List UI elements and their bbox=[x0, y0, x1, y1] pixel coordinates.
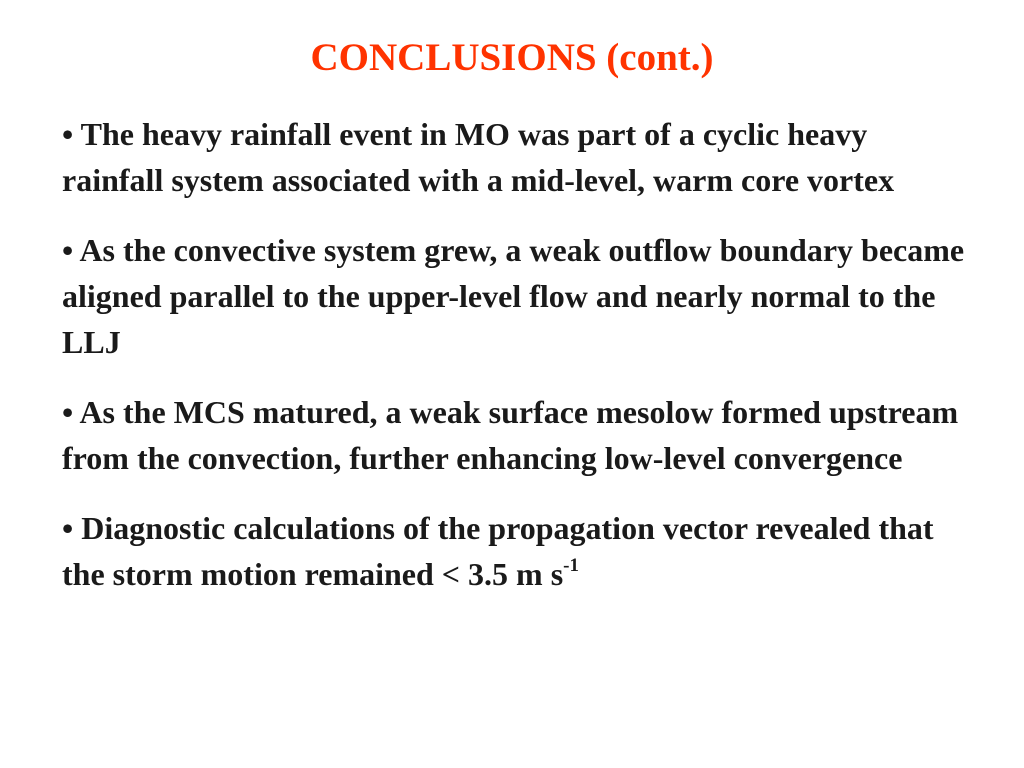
bullet-marker: • bbox=[62, 510, 74, 546]
bullet-item bbox=[62, 389, 972, 481]
bullet-item bbox=[62, 111, 972, 203]
bullet-text: As the MCS matured, a weak surface mesolow formed upstream from the convection, further enhancing low-level convergence bbox=[62, 394, 959, 476]
bullet-marker: • bbox=[62, 232, 74, 268]
bullet-item bbox=[62, 505, 972, 597]
unit-superscript: -1 bbox=[563, 555, 579, 576]
bullet-text: As the convective system grew, a weak outflow boundary became aligned parallel to the upper-level flow and nearly normal to the LLJ bbox=[62, 232, 965, 360]
bullet-text: Diagnostic calculations of the propagation vector revealed that the storm motion remained < 3.5 m s bbox=[62, 510, 934, 592]
bullet-item bbox=[62, 227, 972, 365]
bullet-text: The heavy rainfall event in MO was part of a cyclic heavy rainfall system associated with a mid-level, warm core vortex bbox=[62, 116, 895, 198]
slide-title: CONCLUSIONS (cont.) bbox=[310, 36, 714, 79]
bullet-marker: • bbox=[62, 394, 74, 430]
bullet-list bbox=[62, 111, 972, 621]
bullet-marker: • bbox=[62, 116, 74, 152]
